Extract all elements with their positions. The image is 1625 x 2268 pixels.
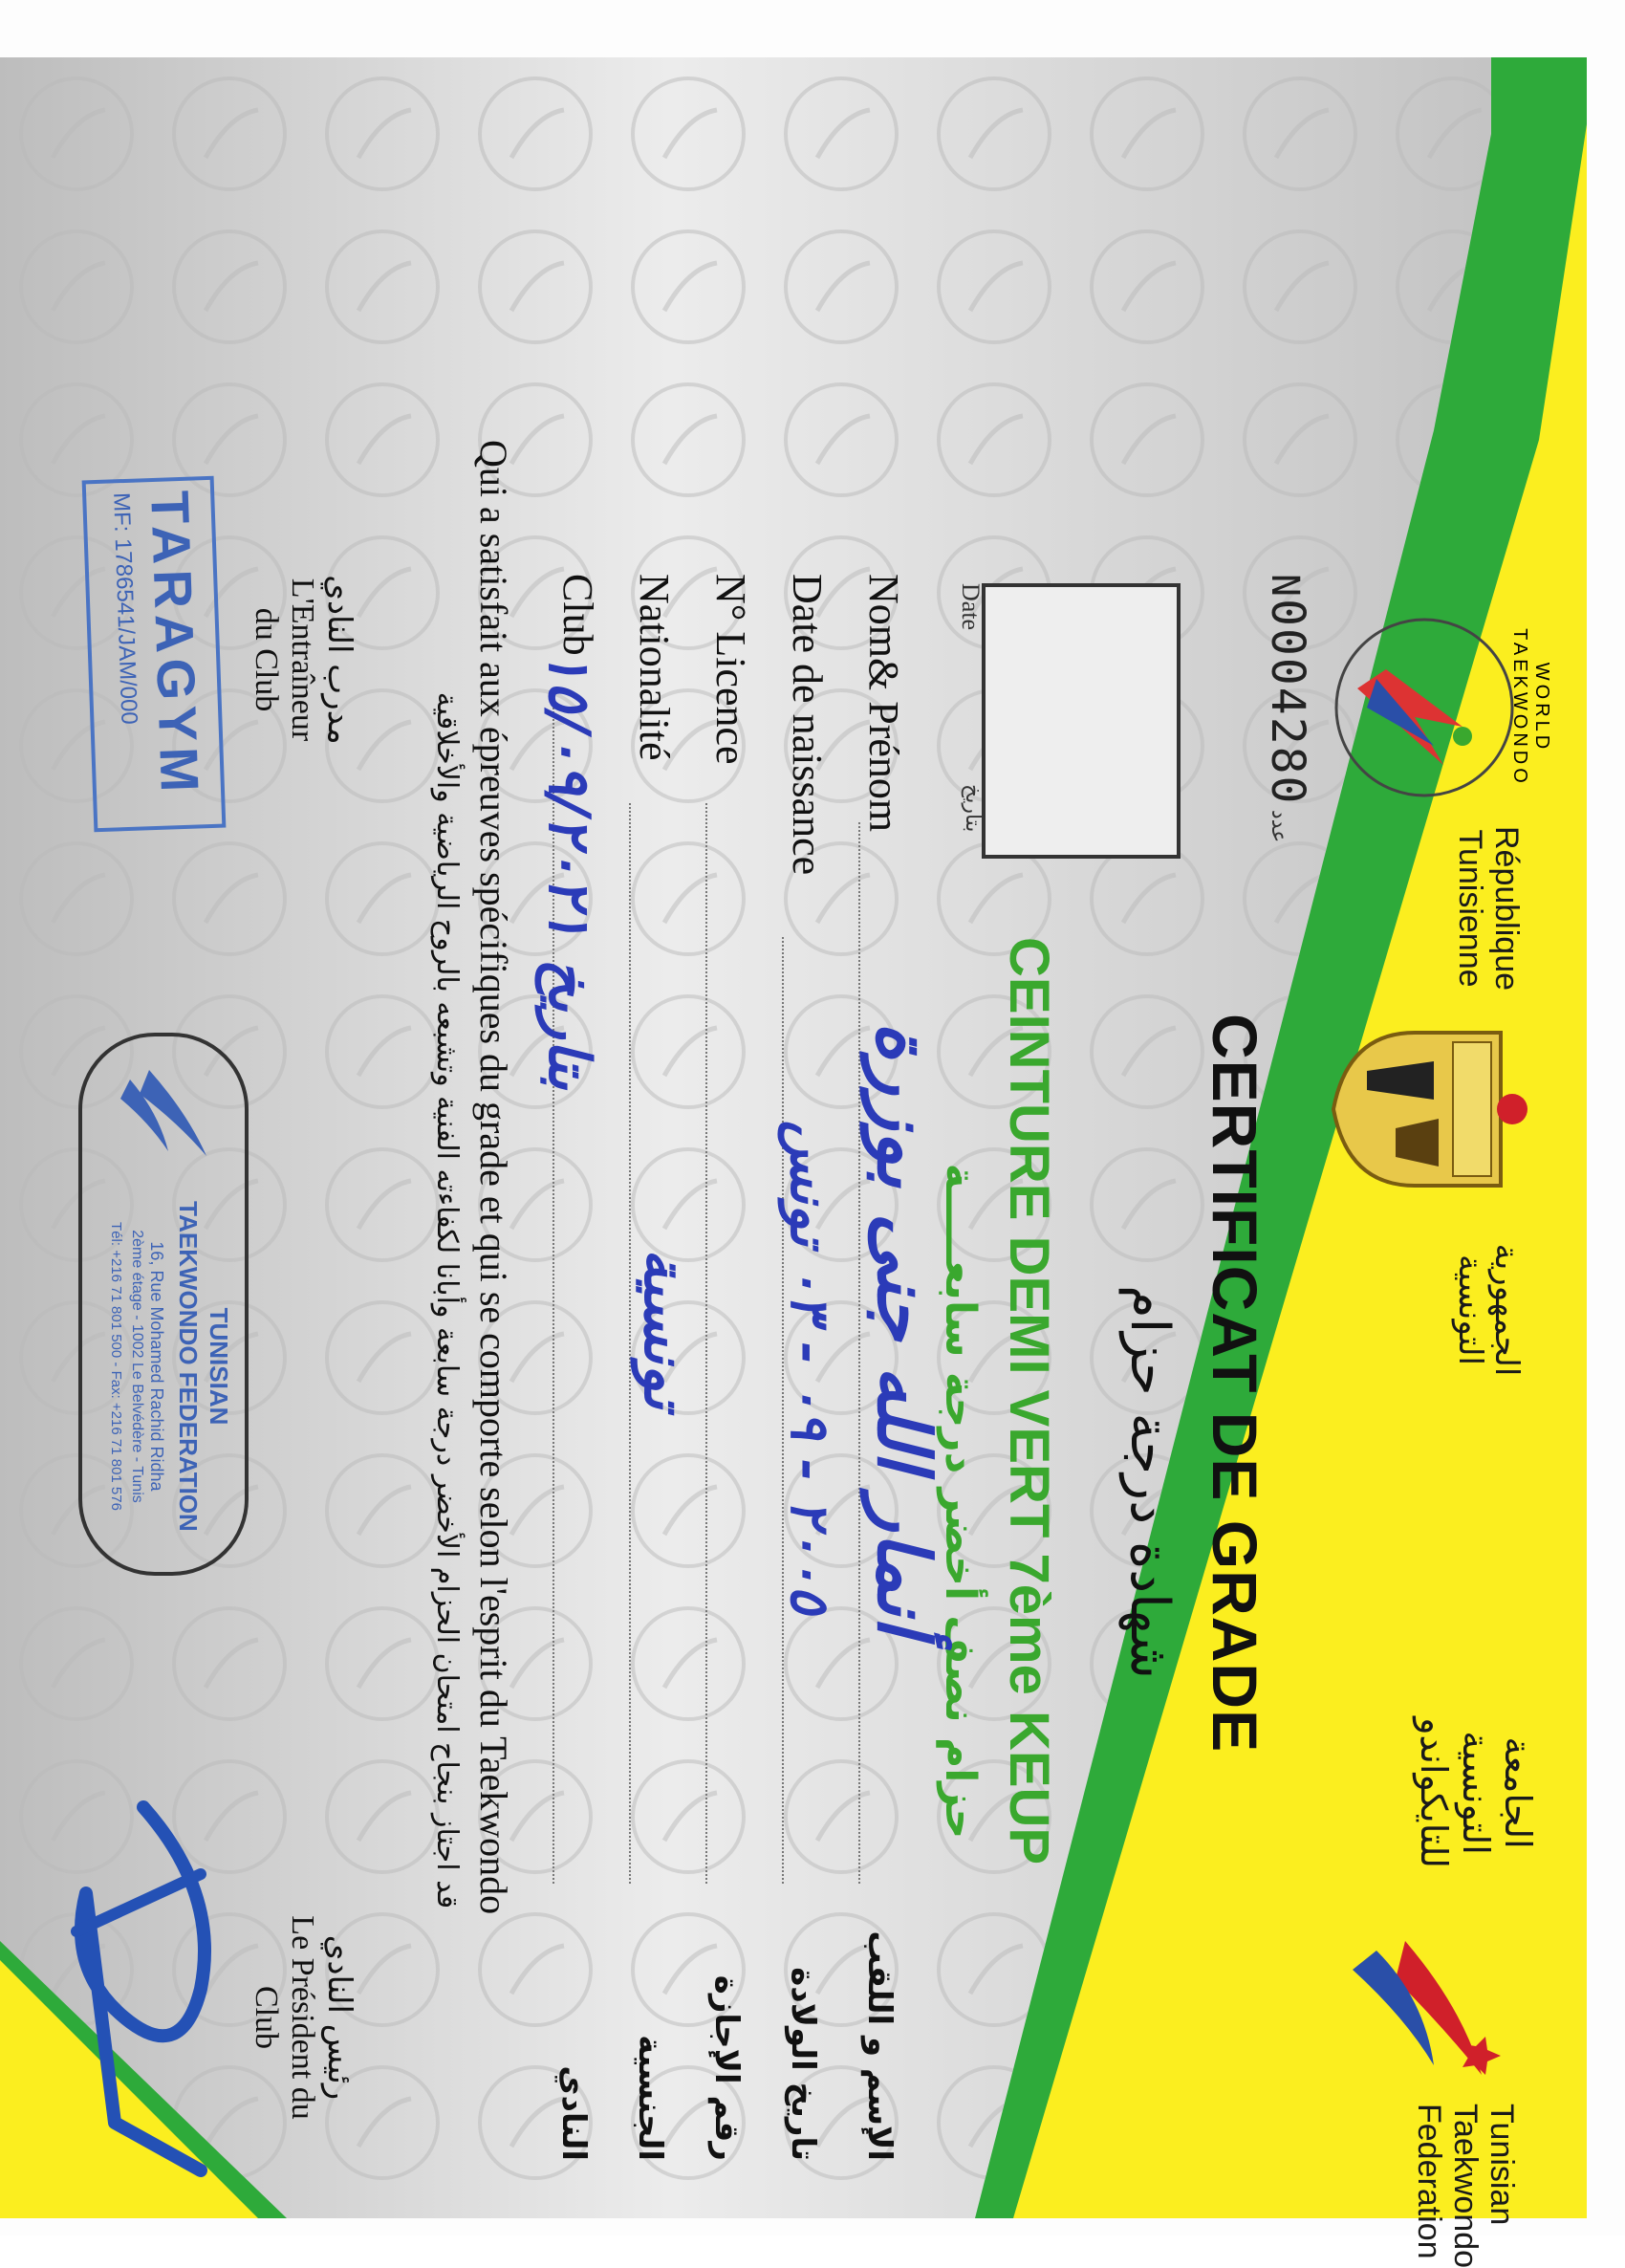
- club-label-ar: النادي: [554, 2065, 593, 2161]
- coach-caption-fr-2: du Club: [249, 607, 284, 712]
- birth-label: Date de naissance: [784, 574, 831, 876]
- nationality-label-ar: الجنسية: [631, 2035, 669, 2161]
- handwritten-date: بتاريخ ١٥/٠٩/٢٠٢١: [535, 649, 602, 1091]
- president-caption-fr-1: Le Président du: [285, 1915, 320, 2120]
- statement-ar: قد اجتاز بنجاح امتحان الحزام الأخضر درجة سابعة وأبانا لكفاءته الفنية وتشبعه بالروح الرياضية والأخلاقية: [430, 691, 464, 1909]
- nationality-value: تونسية: [631, 1248, 698, 1410]
- birth-value: ٢٠٠٥ - ٠٩ - ٠٣ تونس: [778, 1120, 841, 1615]
- name-value: أنمار الله جنى بوزرة: [861, 1021, 946, 1637]
- club-stamp: [82, 476, 227, 833]
- title-fr: CERTIFICAT DE GRADE: [1200, 1014, 1270, 1754]
- name-label: Nom& Prénom: [860, 574, 907, 833]
- federation-stamp-address-3: Tél: +216 71 801 500 - Fax: +216 71 801 576: [108, 1222, 124, 1511]
- federation-line-2: Taekwondo: [1447, 2104, 1484, 2268]
- photo-date-label-ar: بتاريخ: [961, 784, 985, 833]
- president-caption-fr-2: Club: [249, 1985, 284, 2050]
- number-label-ar: عدد: [1267, 809, 1290, 843]
- club-label: Club: [554, 574, 601, 656]
- federation-caption: [1411, 2104, 1520, 2268]
- coach-caption: [248, 535, 358, 784]
- federation-line-1: Tunisian: [1484, 2104, 1520, 2226]
- federation-ar-line-1: الجامعة: [1497, 1736, 1539, 1849]
- name-label-ar: الإسم و اللقب: [860, 1930, 899, 2161]
- grade-fr: CEINTURE DEMI VERT 7ème KEUP: [998, 937, 1060, 1865]
- federation-stamp: [78, 1033, 249, 1576]
- coach-caption-fr-1: L'Entraîneur: [285, 578, 320, 742]
- federation-ar-line-2: التونسية: [1455, 1731, 1497, 1855]
- federation-ar-line-3: للتايكواندو: [1413, 1717, 1455, 1868]
- federation-ar-caption: [1413, 1702, 1539, 1884]
- republic-line-2: Tunisienne: [1452, 829, 1488, 988]
- title-ar: شهادة درجة حزام: [1118, 1284, 1181, 1680]
- federation-logo: [1329, 1922, 1520, 2094]
- birth-label-ar: تاريخ الولادة: [784, 1967, 822, 2161]
- photo-box: [982, 583, 1181, 859]
- republic-ar-line-2: التونسية: [1451, 1254, 1489, 1365]
- president-caption: [248, 1874, 358, 2161]
- world-taekwondo-caption: WORLD TAEKWONDO: [1509, 628, 1552, 787]
- federation-stamp-address-2: 2ème étage - 1002 Le Belvédère - Tunis: [129, 1230, 145, 1503]
- club-stamp-name: TARAGYM: [140, 490, 211, 799]
- photo-date-label: Date: [957, 583, 985, 631]
- president-caption-ar: رئيس النادي: [320, 1934, 358, 2101]
- statement-fr: Qui a satisfait aux épreuves spécifiques du grade et qui se comporte selon l'esprit du Taekwondo: [472, 440, 515, 1915]
- republic-caption: [1452, 813, 1525, 1004]
- number-value: 0004280: [1261, 599, 1314, 806]
- world-taekwondo-logo: [1329, 612, 1552, 803]
- federation-stamp-logo: [111, 1056, 226, 1170]
- certificate-card: [0, 57, 1587, 2268]
- certificate-number: [1261, 574, 1314, 918]
- tunisia-coat-of-arms: [1329, 1023, 1529, 1195]
- republic-line-1: République: [1488, 825, 1525, 992]
- federation-stamp-title-1: TUNISIAN: [205, 1307, 233, 1426]
- federation-line-3: Federation: [1411, 2104, 1447, 2259]
- federation-stamp-title-2: TAEKWONDO FEDERATION: [174, 1201, 203, 1532]
- republic-ar-caption: [1452, 1214, 1525, 1406]
- name-line: [858, 822, 860, 1884]
- grade-ar: حزام نصف أخضر درجة سابعـــــة: [936, 1163, 985, 1840]
- licence-label: N° Licence: [707, 574, 754, 765]
- republic-ar-line-1: الجمهورية: [1487, 1243, 1526, 1377]
- federation-stamp-address-1: 16, Rue Mohamed Rachid Ridha: [147, 1241, 166, 1492]
- president-signature: [48, 1778, 258, 2199]
- licence-label-ar: رقم الإجازة: [707, 1974, 746, 2161]
- number-prefix: N: [1263, 574, 1307, 600]
- club-stamp-mf: MF: 1786541/JAM/000: [108, 491, 142, 726]
- coach-caption-ar: مدرب النادي: [320, 575, 358, 745]
- licence-line: [705, 803, 707, 1884]
- nationality-label: Nationalité: [631, 574, 678, 761]
- certificate-content: [48, 76, 1558, 2268]
